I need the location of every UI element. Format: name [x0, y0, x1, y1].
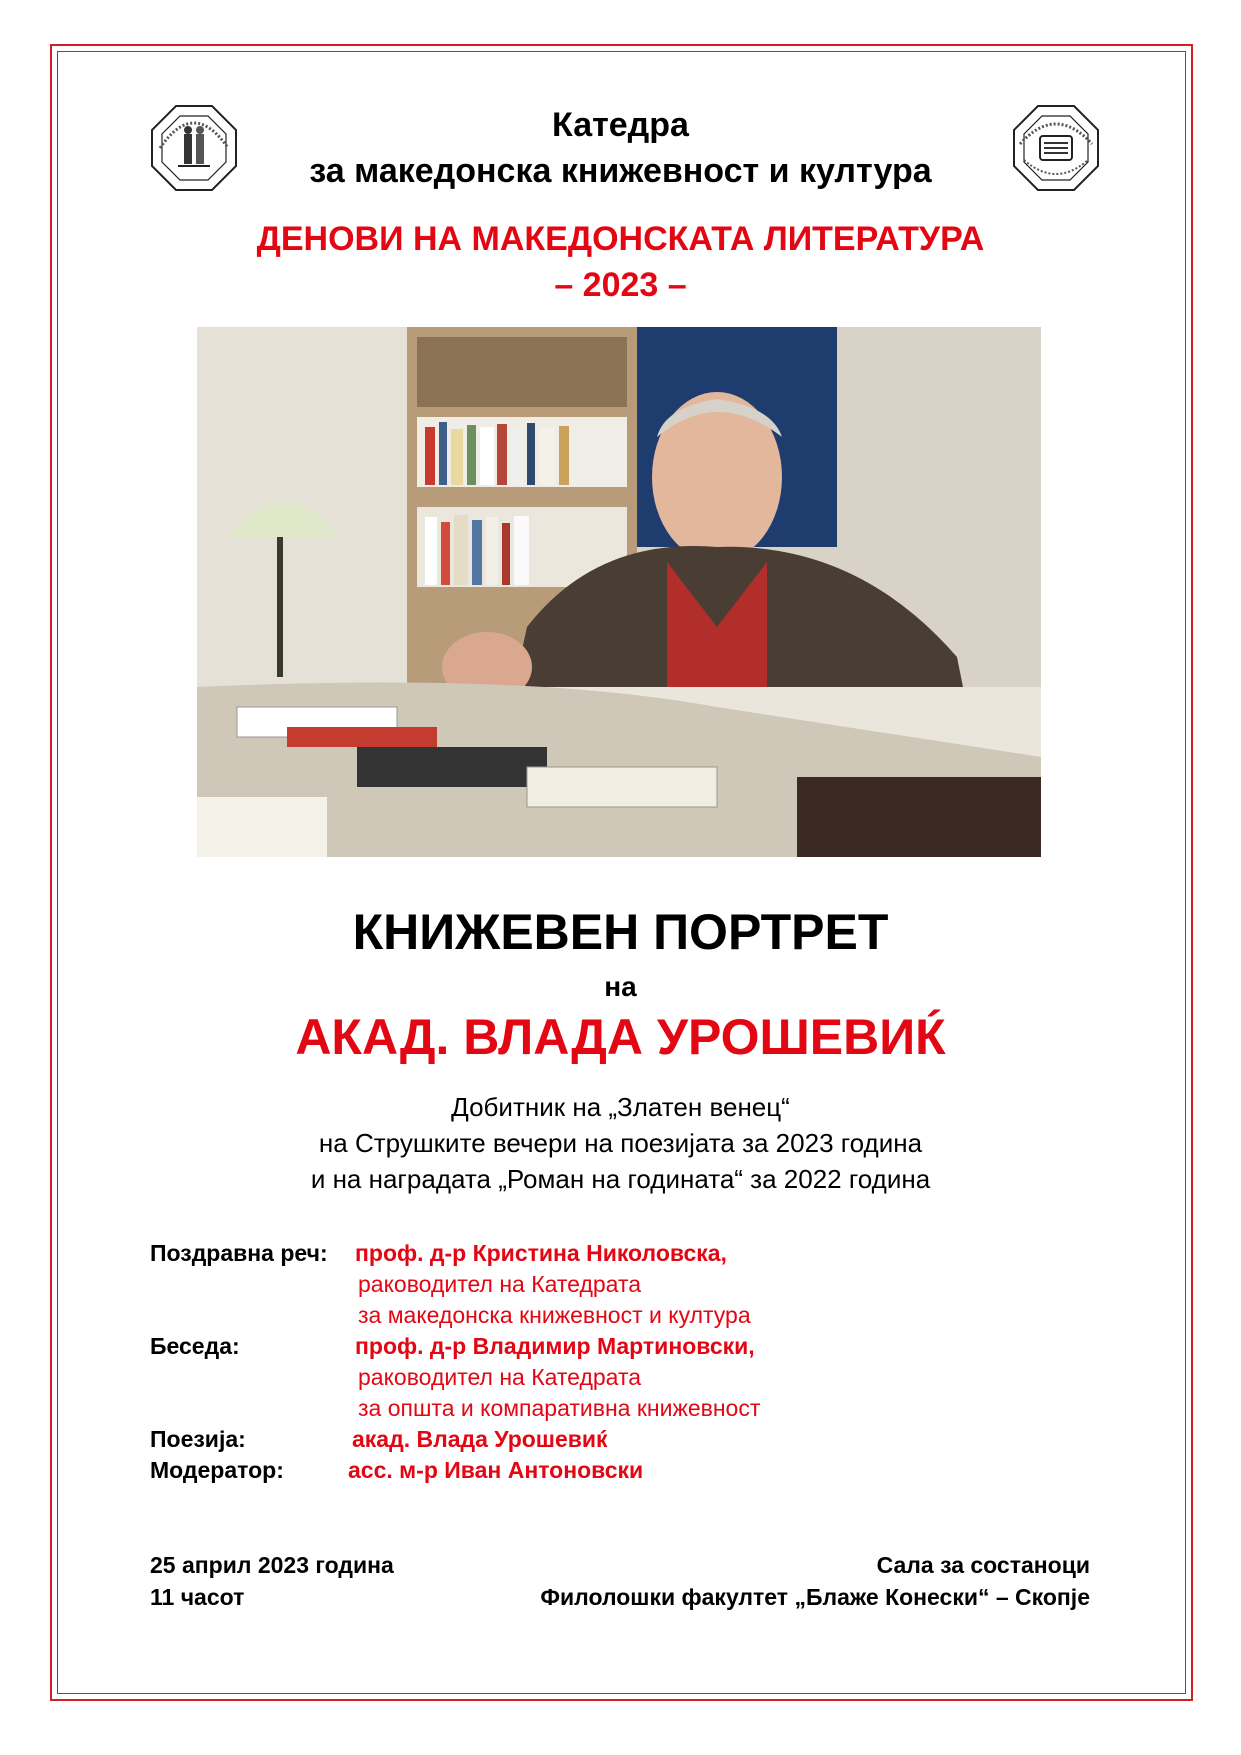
department-subtitle: за македонска книжевност и култура — [309, 152, 932, 190]
award-line: Добитник на „Златен венец“ — [451, 1092, 790, 1122]
program-name-poetry: акад. Влада Урошевиќ — [352, 1426, 608, 1452]
award-line: и на наградата „Роман на годината“ за 2022 година — [310, 1164, 931, 1194]
event-time: 11 часот — [150, 1584, 245, 1610]
program-name-greeting: проф. д-р Кристина Николовска, — [355, 1240, 727, 1266]
program-name-lecture: проф. д-р Владимир Мартиновски, — [355, 1333, 755, 1359]
event-year: – 2023 – — [554, 266, 687, 304]
event-date: 25 април 2023 година — [150, 1552, 394, 1578]
event-title: ДЕНОВИ НА МАКЕДОНСКАТА ЛИТЕРАТУРА — [256, 220, 985, 258]
award-line: на Струшките вечери на поезијата за 2023 година — [318, 1128, 923, 1158]
program-role-line: за македонска книжевност и култура — [358, 1302, 751, 1328]
portrait-photo — [197, 327, 1041, 857]
program-role-line: за општа и компаративна книжевност — [358, 1395, 761, 1421]
department-title: Катедра — [552, 106, 689, 144]
title-connector: на — [604, 971, 637, 1002]
program-label-lecture: Беседа: — [150, 1333, 240, 1359]
program-label-poetry: Поезија: — [150, 1426, 246, 1452]
program-name-moderator: асс. м-р Иван Антоновски — [348, 1457, 644, 1483]
main-title: КНИЖЕВЕН ПОРТРЕТ — [352, 904, 889, 960]
honoree-name: АКАД. ВЛАДА УРОШЕВИЌ — [295, 1009, 946, 1065]
program-role-line: раководител на Катедрата — [358, 1364, 642, 1390]
program-label-moderator: Модератор: — [150, 1457, 284, 1483]
event-venue: Сала за состаноци — [876, 1552, 1090, 1578]
program-label-greeting: Поздравна реч: — [150, 1240, 328, 1266]
program-role-line: раководител на Катедрата — [358, 1271, 642, 1297]
event-institution: Филолошки факултет „Блаже Конески“ – Скопје — [540, 1584, 1090, 1610]
